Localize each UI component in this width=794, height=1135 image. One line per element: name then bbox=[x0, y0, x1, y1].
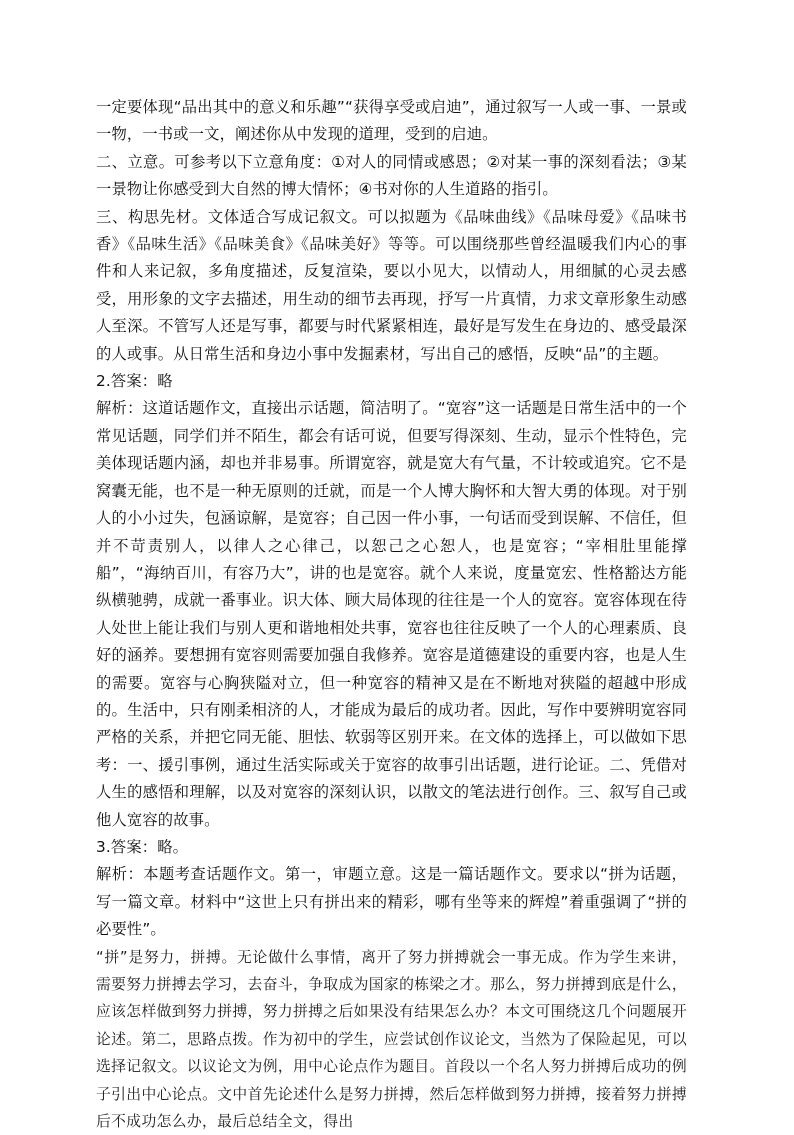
answer-3-heading: 3.答案：略。 bbox=[96, 837, 189, 856]
analysis-2-tolerance: 解析：这道话题作文，直接出示话题，简洁明了。“宽容”这一话题是日常生活中的一个常见话题，同学们并不陌生，都会有话可说，但要写得深刻、生动，显示个性特色，完美体现话题内涵，却也并非易事。所谓宽容，就是宽大有气量，不计较或追究。它不是窝囊无能，也不是一种无原则的迁就，而是一个人博大胸怀和大智大勇的体现。对于别人的小小过失，包涵谅解，是宽容；自己因一件小事，一句话而受到误解、不信任，但并不苛责别人，以律人之心律己，以恕己之心恕人，也是宽容；“宰相肚里能撑船”，“海纳百川，有容乃大”，讲的也是宽容。就个人来说，度量宽宏、性格豁达方能纵横驰骋，成就一番事业。识大体、顾大局体现的往往是一个人的宽容。宽容体现在待人处世上能让我们与别人更和谐地相处共事，宽容也往往反映了一个人的心理素质、良好的涵养。要想拥有宽容则需要加强自我修养。宽容是道德建设的重要内容，也是人生的需要。宽容与心胸狭隘对立，但一种宽容的精神又是在不断地对狭隘的超越中形成的。生活中，只有刚柔相济的人，才能成为最后的成功者。因此，写作中要辨明宽容同严格的关系，并把它同无能、胆怯、软弱等区别开来。在文体的选择上，可以做如下思考：一、援引事例，通过生活实际或关于宽容的故事引出话题，进行论证。二、凭借对人生的感悟和理解，以及对宽容的深刻认识，以散文的笔法进行创作。三、叙写自己或他人宽容的故事。 bbox=[96, 399, 687, 829]
analysis-3-body: “拼”是努力，拼搏。无论做什么事情，离开了努力拼搏就会一事无成。作为学生来讲，需要努力拼搏去学习，去奋斗，争取成为国家的栋梁之才。那么，努力拼搏到底是什么，应该怎样做到努力拼搏，努力拼搏之后如果没有结果怎么办？本文可围绕这几个问题展开论述。第二，思路点拨。作为初中的学生，应尝试创作议论文，当然为了保险起见，可以选择记叙文。以议论文为例，用中心论点作为题目。首段以一个名人努力拼搏后成功的例子引出中心论点。文中首先论述什么是努力拼搏，然后怎样做到努力拼搏，接着努力拼搏后不成功怎么办，最后总结全文，得出 bbox=[96, 948, 687, 1131]
analysis-3-intro: 解析：本题考查话题作文。第一，审题立意。这是一篇话题作文。要求以“拼为话题，写一篇文章。材料中“这世上只有拼出来的精彩，哪有坐等来的辉煌”着重强调了“拼的必要性”。 bbox=[96, 865, 687, 939]
document-page bbox=[96, 94, 687, 1135]
paragraph-topic-requirement: 一定要体现“品出其中的意义和乐趣”“获得享受或启迪”，通过叙写一人或一事、一景或一物，一书或一文，阐述你从中发现的道理，受到的启迪。 bbox=[96, 98, 687, 144]
answer-2-heading: 2.答案：略 bbox=[96, 372, 173, 391]
paragraph-conception-material: 三、构思先材。文体适合写成记叙文。可以拟题为《品味曲线》《品味母爱》《品味书香》《品味生活》《品味美食》《品味美好》等等。可以围绕那些曾经温暖我们内心的事件和人来记叙，多角度描述，反复渲染，要以小见大，以情动人，用细腻的心灵去感受，用形象的文字去描述，用生动的细节去再现，抒写一片真情，力求文章形象生动感人至深。不管写人还是写事，都要与时代紧紧相连，最好是写发生在身边的、感受最深的人或事。从日常生活和身边小事中发掘素材，写出自己的感悟，反映“品”的主题。 bbox=[96, 207, 687, 363]
paragraph-theme-angles: 二、立意。可参考以下立意角度：①对人的同情或感恩；②对某一事的深刻看法；③某一景物让你感受到大自然的博大情怀；④书对你的人生道路的指引。 bbox=[96, 152, 687, 199]
